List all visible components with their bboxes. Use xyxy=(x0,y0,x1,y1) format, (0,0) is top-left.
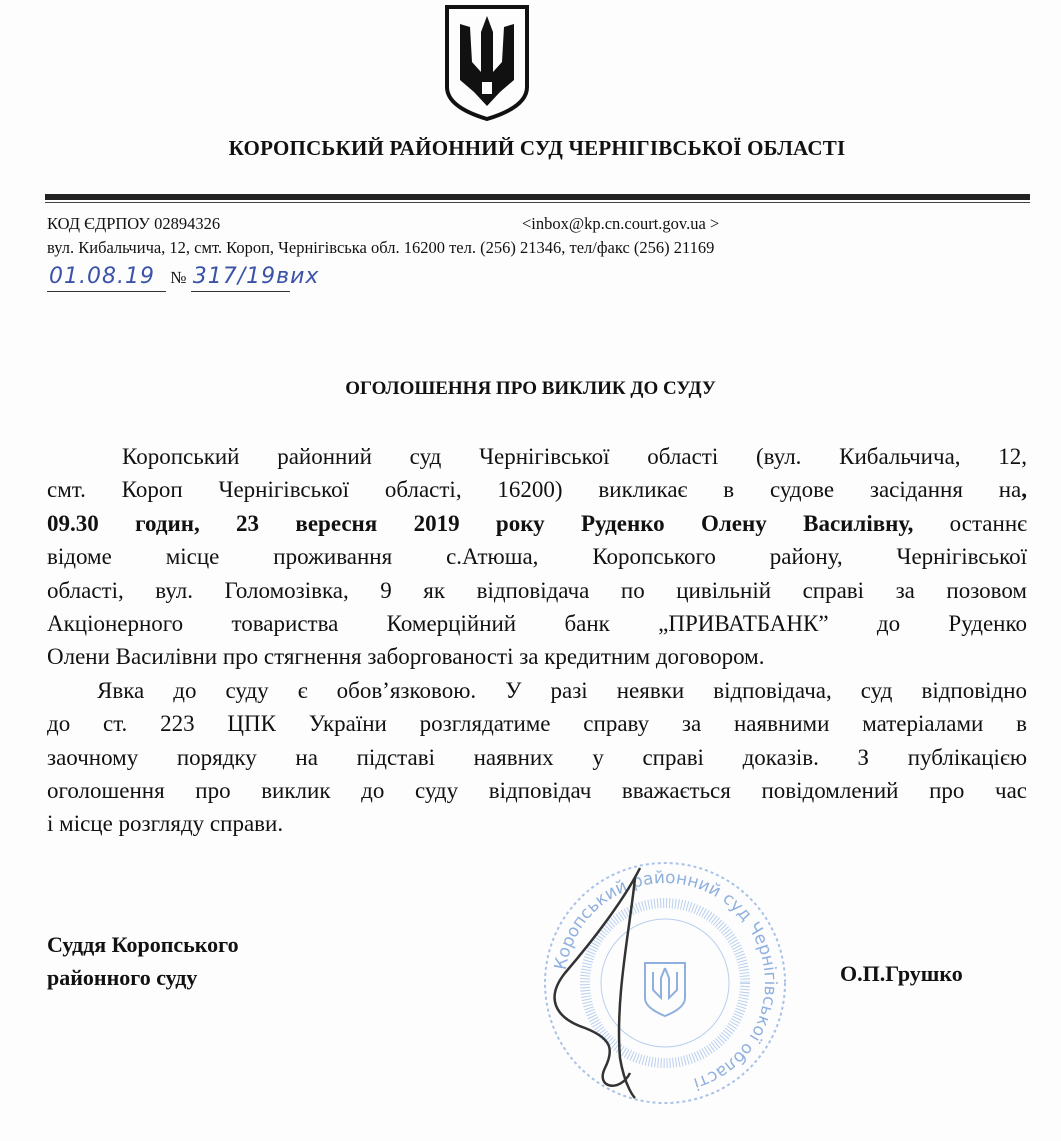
hearing-details-bold: 09.30 годин, 23 вересня 2019 року Руденко Олену Василівну, xyxy=(47,510,914,536)
court-stamp xyxy=(535,858,795,1108)
body-line: відоме місце проживання с.Атюша, Коропського району, Чернігівської xyxy=(47,544,1027,570)
number-sign: № xyxy=(170,268,187,287)
judge-name: О.П.Грушко xyxy=(840,961,963,986)
text-segment: останнє xyxy=(913,510,1027,536)
judge-position-line: районного суду xyxy=(47,965,198,990)
edrpou-code: КОД ЄДРПОУ 02894326 xyxy=(47,214,221,233)
body-line: до ст. 223 ЦПК України розглядатиме справу за наявними матеріалами в xyxy=(47,711,1027,737)
body-line: області, вул. Голомозівка, 9 як відповідача по цивільній справі за позовом xyxy=(47,577,1027,603)
body-line: Олени Василівни про стягнення заборгованості за кредитним договором. xyxy=(47,644,765,670)
coat-of-arms-icon xyxy=(442,2,532,122)
body-line: і місце розгляду справи. xyxy=(47,811,284,837)
body-line: Явка до суду є обов’язковою. У разі неявки відповідача, суд відповідно xyxy=(97,677,1027,703)
judge-signature xyxy=(555,868,640,1098)
notice-title: ОГОЛОШЕННЯ ПРО ВИКЛИК ДО СУДУ xyxy=(345,378,716,399)
text-segment-bold: , xyxy=(1021,477,1027,503)
body-line: оголошення про виклик до суду відповідач вважається повідомлений про час xyxy=(47,778,1027,804)
notice-body xyxy=(47,440,1027,841)
court-address: вул. Кибальчича, 12, смт. Короп, Чернігівська обл. 16200 тел. (256) 21346, тел/факс (256) 21169 xyxy=(47,238,715,257)
body-line xyxy=(47,473,1027,506)
registration-date: 01.08.19 xyxy=(47,263,166,292)
body-line: Акціонерного товариства Комерційний банк „ПРИВАТБАНК” до Руденко xyxy=(47,611,1027,637)
registration-number: 317/19вих xyxy=(191,263,290,292)
stamp-text: Коропський районний суд Чернігівської області xyxy=(550,867,781,1094)
header-divider-thin xyxy=(45,202,1030,203)
registration-line xyxy=(47,263,320,293)
body-line xyxy=(47,507,1027,540)
body-line: заочному порядку на підставі наявних у справі доказів. З публікацією xyxy=(47,744,1027,770)
judge-position xyxy=(47,928,239,994)
body-line: Коропський районний суд Чернігівської області (вул. Кибальчича, 12, xyxy=(122,444,1027,469)
header-divider-thick xyxy=(45,194,1030,200)
judge-position-line: Суддя Коропського xyxy=(47,932,239,957)
court-email: <inbox@kp.cn.court.gov.ua > xyxy=(522,214,720,233)
text-segment: смт. Короп Чернігівської області, 16200) викликає в судове засідання на xyxy=(47,477,1022,503)
court-name-heading: КОРОПСЬКИЙ РАЙОННИЙ СУД ЧЕРНІГІВСЬКОЇ ОБЛАСТІ xyxy=(228,136,846,160)
